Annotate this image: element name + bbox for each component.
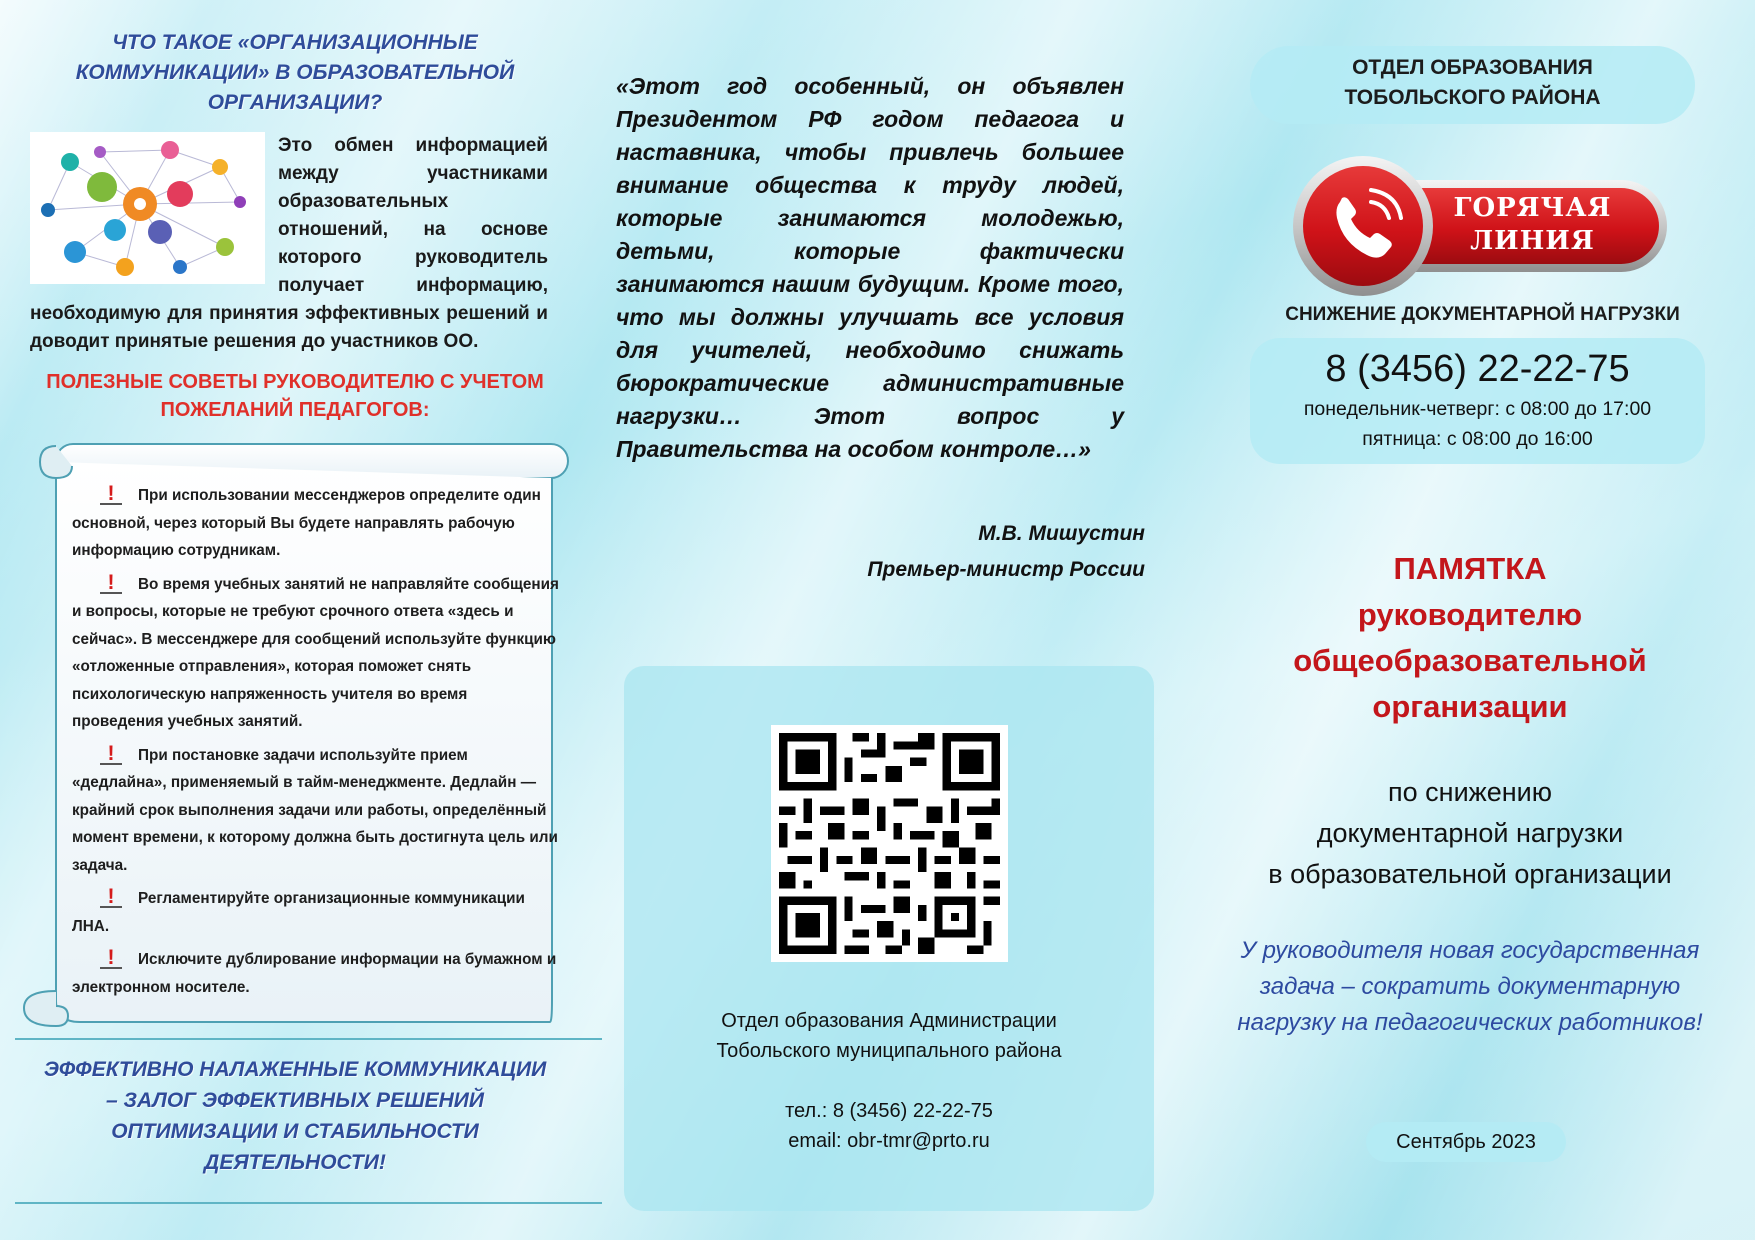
memo-subtitle-line: документарной нагрузки [1316,818,1624,848]
reduction-caption: СНИЖЕНИЕ ДОКУМЕНТАРНОЙ НАГРУЗКИ [1285,304,1680,325]
memo-subtitle [1190,772,1750,895]
memo-title-line: ПАМЯТКА [1393,551,1547,586]
quote-author: М.В. Мишустин [978,522,1145,545]
org-name-line2: Тобольского муниципального района [716,1040,1062,1062]
exclamation-icon: ! [100,745,122,765]
hours-mon-thu: понедельник-четверг: с 08:00 до 17:00 [1303,398,1652,420]
exclamation-icon: ! [100,949,122,969]
exclamation-icon: ! [100,574,122,594]
intro-text: Это обмен информацией между участниками образовательных отношений, на основе которого руководитель получает информацию, необходимую для принятия эффективных решений и доводит принятые решения до участников ОО. [30,135,548,352]
tip-item [72,885,562,940]
left-heading: ЧТО ТАКОЕ «ОРГАНИЗАЦИОННЫЕ КОММУНИКАЦИИ» В ОБРАЗОВАТЕЛЬНОЙ ОРГАНИЗАЦИИ? [75,31,515,114]
hotline-label-line1: ГОРЯЧАЯ [1453,193,1612,223]
tip-text: При использовании мессенджеров определите один основной, через который Вы будете направлять рабочую информацию сотрудникам. [72,487,541,559]
memo-title-line: организации [1372,689,1568,724]
quote-text: «Этот год особенный, он объявлен Президентом РФ годом педагога и наставника, чтобы привлечь большее внимание общества к труду людей, которые занимаются молодежью, детьми, которые фактически занимаются нашим будущим. Кроме того, что мы должны улучшать все условия для учителей, необходимо снижать бюрократические административные нагрузки… Этот вопрос у Правительства на особом контроле…» [616,73,1124,462]
hours-fri: пятница: с 08:00 до 16:00 [1362,428,1593,450]
date-badge: Сентябрь 2023 [1366,1122,1566,1162]
org-name-line1: Отдел образования Администрации [721,1010,1057,1032]
memo-title-line: руководителю [1357,597,1583,632]
tips-list [72,482,562,1007]
qr-code-icon [771,725,1008,962]
memo-title [1190,546,1750,730]
department-line1: ОТДЕЛ ОБРАЗОВАНИЯ [1352,56,1593,79]
divider-bottom [15,1202,602,1204]
tips-scroll [20,436,585,1032]
tips-heading: ПОЛЕЗНЫЕ СОВЕТЫ РУКОВОДИТЕЛЮ С УЧЕТОМ ПОЖЕЛАНИЙ ПЕДАГОГОВ: [46,371,544,421]
tip-item [72,742,562,880]
intro-paragraph [30,132,548,356]
tip-text: Исключите дублирование информации на бумажном и электронном носителе. [72,951,557,996]
contact-phone: тел.: 8 (3456) 22-22-75 [785,1100,993,1122]
task-statement: У руководителя новая государственная задача – сократить документарную нагрузку на педагогических работников! [1237,937,1703,1036]
tip-item [72,482,562,565]
memo-title-line: общеобразовательной [1293,643,1647,678]
exclamation-icon: ! [100,485,122,505]
qr-code[interactable] [771,725,1008,962]
contact-email[interactable]: email: obr-tmr@prto.ru [788,1130,990,1152]
tip-text: Регламентируйте организационные коммуникации ЛНА. [72,890,525,935]
quote-author-title: Премьер-министр России [867,558,1145,581]
department-line2: ТОБОЛЬСКОГО РАЙОНА [1344,86,1601,109]
image-spacer [30,132,278,282]
tip-item [72,571,562,736]
tip-text: При постановке задачи используйте прием «дедлайна», применяемый в тайм-менеджменте. Дедлайн — крайний срок выполнения задачи или работы, определённый момент времени, к которому должна быть достигнута цель или задача. [72,746,558,874]
bottom-slogan: ЭФФЕКТИВНО НАЛАЖЕННЫЕ КОММУНИКАЦИИ – ЗАЛОГ ЭФФЕКТИВНЫХ РЕШЕНИЙ ОПТИМИЗАЦИИ И СТАБИЛЬНОСТИ ДЕЯТЕЛЬНОСТИ! [43,1058,547,1174]
tip-text: Во время учебных занятий не направляйте сообщения и вопросы, которые не требуют срочного ответа «здесь и сейчас». В мессенджере для сообщений используйте функцию «отложенные отправления», которая поможет снять психологическую напряженность учителя во время проведения учебных занятий. [72,575,559,730]
exclamation-icon: ! [100,888,122,908]
divider-top [15,1038,602,1040]
hotline-label-line2: ЛИНИЯ [1470,226,1595,256]
memo-subtitle-line: в образовательной организации [1268,859,1672,889]
hotline-phone-number[interactable]: 8 (3456) 22-22-75 [1325,348,1630,390]
tip-item [72,946,562,1001]
memo-subtitle-line: по снижению [1388,777,1552,807]
